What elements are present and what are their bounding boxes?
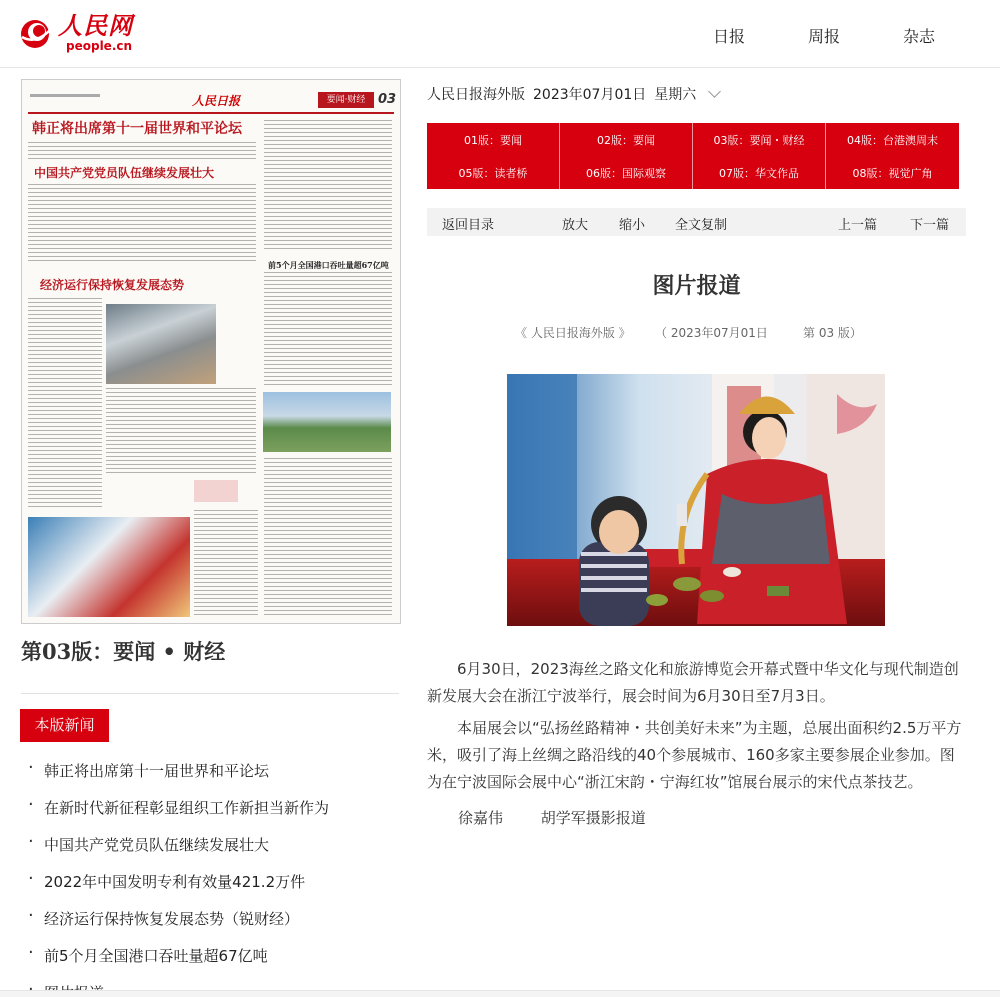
edition-page-05[interactable]: 05版：读者桥 xyxy=(427,156,560,189)
paper-photo-bridge xyxy=(263,392,391,452)
news-item[interactable]: · 前5个月全国港口吞吐量超67亿吨 xyxy=(24,945,404,982)
article-paragraph: 6月30日，2023海丝之路文化和旅游博览会开幕式暨中华文化与现代制造创新发展大会在浙江宁波举行，展会时间为6月30日至7月3日。 xyxy=(427,660,959,705)
news-tab[interactable]: 本版新闻 xyxy=(20,709,109,742)
article-meta-date: （ 2023年07月01日 xyxy=(655,326,768,340)
edition-page-grid xyxy=(427,123,959,189)
paper-text-block xyxy=(194,510,258,618)
paper-headline-4: 前5个月全国港口吞吐量超67亿吨 xyxy=(268,260,389,270)
article-title: 图片报道 xyxy=(652,274,741,299)
page-title: 第03版：要闻 • 财经 xyxy=(21,639,226,664)
paper-text-block xyxy=(106,388,256,476)
news-item[interactable]: · 在新时代新征程彰显组织工作新担当新作为 xyxy=(24,797,404,834)
nav-weekly[interactable]: 周报 xyxy=(808,27,841,46)
article-meta-page: 第 03 版） xyxy=(803,326,862,340)
paper-date-strip xyxy=(30,94,100,97)
article-byline xyxy=(427,805,966,832)
logo-en-text: people.cn xyxy=(66,39,133,53)
copy-full-text-link[interactable]: 全文复制 xyxy=(675,218,728,233)
divider xyxy=(21,693,399,694)
edition-selector[interactable] xyxy=(427,84,719,104)
edition-page-06[interactable]: 06版：国际观察 xyxy=(560,156,693,189)
news-item[interactable]: · 中国共产党党员队伍继续发展壮大 xyxy=(24,834,404,871)
paper-text-block xyxy=(264,120,392,250)
news-item[interactable]: · 经济运行保持恢复发展态势（锐财经） xyxy=(24,908,404,945)
paper-graphic-badge xyxy=(194,480,238,502)
nav-magazine[interactable]: 杂志 xyxy=(903,27,936,46)
news-item[interactable]: · 2022年中国发明专利有效量421.2万件 xyxy=(24,871,404,908)
zoom-out-link[interactable]: 缩小 xyxy=(619,218,646,233)
paper-text-block xyxy=(28,184,256,264)
paper-text-block xyxy=(264,272,392,388)
prev-article-link[interactable]: 上一篇 xyxy=(838,218,878,233)
news-item[interactable]: · 韩正将出席第十一届世界和平论坛 xyxy=(24,760,404,797)
edition-weekday: 星期六 xyxy=(654,87,697,103)
logo-cn-text: 人民网 xyxy=(58,11,133,40)
edition-page-08[interactable]: 08版：视觉广角 xyxy=(852,166,933,180)
paper-logo: 人民日报 xyxy=(192,94,241,108)
article-toolbar xyxy=(427,208,966,236)
paper-section-tag: 要闻·财经 xyxy=(318,92,374,108)
chevron-down-icon[interactable] xyxy=(708,85,721,98)
article-photo xyxy=(507,374,885,626)
scrollbar-track[interactable] xyxy=(0,990,1000,997)
edition-page-07[interactable]: 07版：华文作品 xyxy=(693,156,826,189)
paper-headline-2: 中国共产党党员队伍继续发展壮大 xyxy=(34,166,215,180)
byline-author: 徐嘉伟 xyxy=(458,809,504,827)
site-logo[interactable] xyxy=(18,11,133,53)
nav-daily[interactable]: 日报 xyxy=(713,27,746,46)
paper-text-block xyxy=(28,142,256,160)
back-to-index-link[interactable]: 返回目录 xyxy=(442,218,495,233)
site-header xyxy=(0,0,1000,68)
next-article-link[interactable]: 下一篇 xyxy=(910,218,950,233)
paper-rule xyxy=(28,112,394,114)
edition-page-03[interactable]: 03版：要闻・财经 xyxy=(693,123,826,156)
paper-photo-tea-ceremony xyxy=(28,517,190,617)
paper-page-number: 03 xyxy=(378,92,397,107)
edition-date: 2023年07月01日 xyxy=(533,87,647,103)
paper-text-block xyxy=(28,298,102,508)
logo-globe-icon xyxy=(18,15,54,51)
byline-photographer: 胡学军摄影报道 xyxy=(540,809,646,827)
paper-text-block xyxy=(264,458,392,618)
paper-photo-factory xyxy=(106,304,216,384)
paper-headline-3: 经济运行保持恢复发展态势 xyxy=(40,278,185,292)
newspaper-page-image[interactable] xyxy=(21,79,401,624)
edition-page-04[interactable]: 04版：台港澳周末 xyxy=(847,133,938,147)
article-body xyxy=(427,656,966,832)
edition-page-02[interactable]: 02版：要闻 xyxy=(560,123,693,156)
edition-page-01[interactable]: 01版：要闻 xyxy=(427,123,560,156)
article-paragraph: 本届展会以“弘扬丝路精神・共创美好未来”为主题，总展出面积约2.5万平方米，吸引了海上丝绸之路沿线的40个参展城市、160多家主要参展企业参加。图为在宁波国际会展中心“浙江宋韵・宁海红妆”馆展台展示的宋代点茶技艺。 xyxy=(427,719,962,791)
top-nav xyxy=(713,24,935,47)
news-list xyxy=(24,760,404,997)
paper-masthead xyxy=(22,80,400,114)
article-meta-paper: 《 人民日报海外版 》 xyxy=(515,326,631,340)
paper-headline-1: 韩正将出席第十一届世界和平论坛 xyxy=(32,121,242,137)
zoom-in-link[interactable]: 放大 xyxy=(562,218,589,233)
edition-paper-name: 人民日报海外版 xyxy=(427,87,525,103)
